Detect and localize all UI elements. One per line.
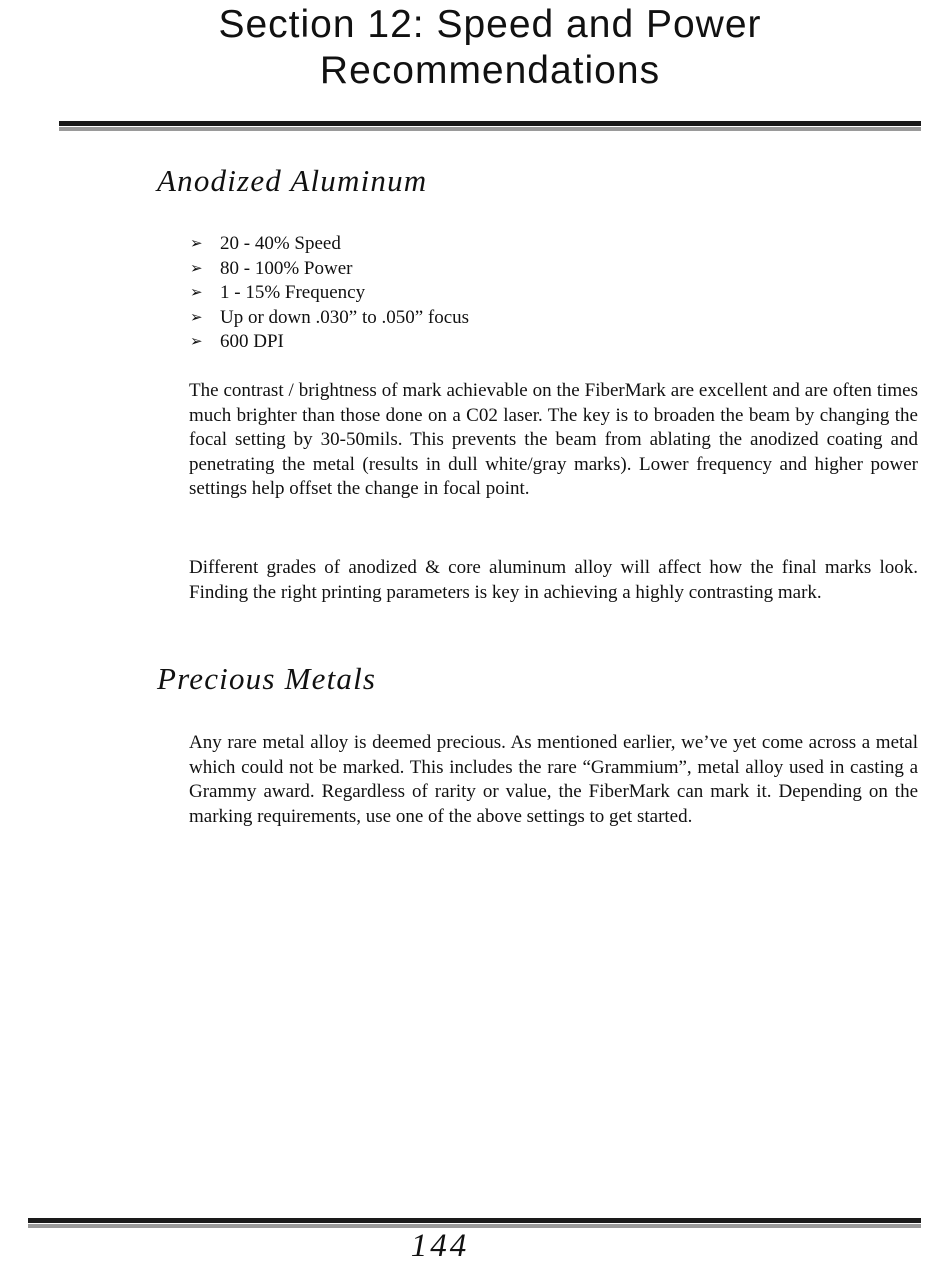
footer-divider (28, 1218, 921, 1223)
header-divider (59, 121, 921, 126)
list-item (190, 257, 469, 282)
settings-bullet-list (190, 232, 469, 355)
section-heading-anodized-aluminum: Anodized Aluminum (157, 163, 428, 198)
arrowhead-bullet-icon: ➢ (190, 236, 203, 252)
arrowhead-bullet-icon: ➢ (190, 309, 203, 326)
page-title-line-2: Recommendations (319, 49, 661, 92)
list-item (190, 330, 469, 355)
bullet-text: 600 DPI (220, 331, 284, 352)
list-item (190, 306, 469, 331)
header-divider-shadow (59, 127, 921, 131)
bullet-text: Up or down .030” to .050” focus (220, 306, 470, 328)
paragraph-contrast-brightness: The contrast / brightness of mark achievable on the FiberMark are excellent and are often times much brighter than those done on a C02 laser. The key is to broaden the beam by changing the focal setting by 30-50mils. This prevents the beam from ablating the anodized coating and penetrating the metal (results in dull white/gray marks). Lower frequency and higher power settings help offset the change in focal point. (189, 380, 918, 499)
list-item (190, 232, 469, 257)
bullet-text: 80 - 100% Power (220, 257, 353, 279)
page-title (0, 2, 950, 94)
bullet-text: 20 - 40% Speed (220, 233, 341, 254)
bullet-text: 1 - 15% Frequency (220, 282, 366, 303)
paragraph-aluminum-grades: Different grades of anodized & core aluminum alloy will affect how the final marks look. Finding the right printing parameters is key in achieving a highly contrasting mark. (189, 557, 918, 603)
arrowhead-bullet-icon: ➢ (190, 285, 203, 301)
section-heading-precious-metals: Precious Metals (157, 661, 377, 696)
arrowhead-bullet-icon: ➢ (190, 260, 203, 277)
page-title-line-1: Section 12: Speed and Power (218, 3, 762, 46)
arrowhead-bullet-icon: ➢ (190, 334, 203, 350)
paragraph-precious-metals: Any rare metal alloy is deemed precious. As mentioned earlier, we’ve yet come across a metal which could not be marked. This includes the rare “Grammium”, metal alloy used in casting a Grammy award. Regardless of rarity or value, the FiberMark can mark it. Depending on the marking requirements, use one of the above settings to get started. (189, 732, 918, 827)
page-number: 144 (410, 1228, 470, 1264)
list-item (190, 281, 469, 306)
